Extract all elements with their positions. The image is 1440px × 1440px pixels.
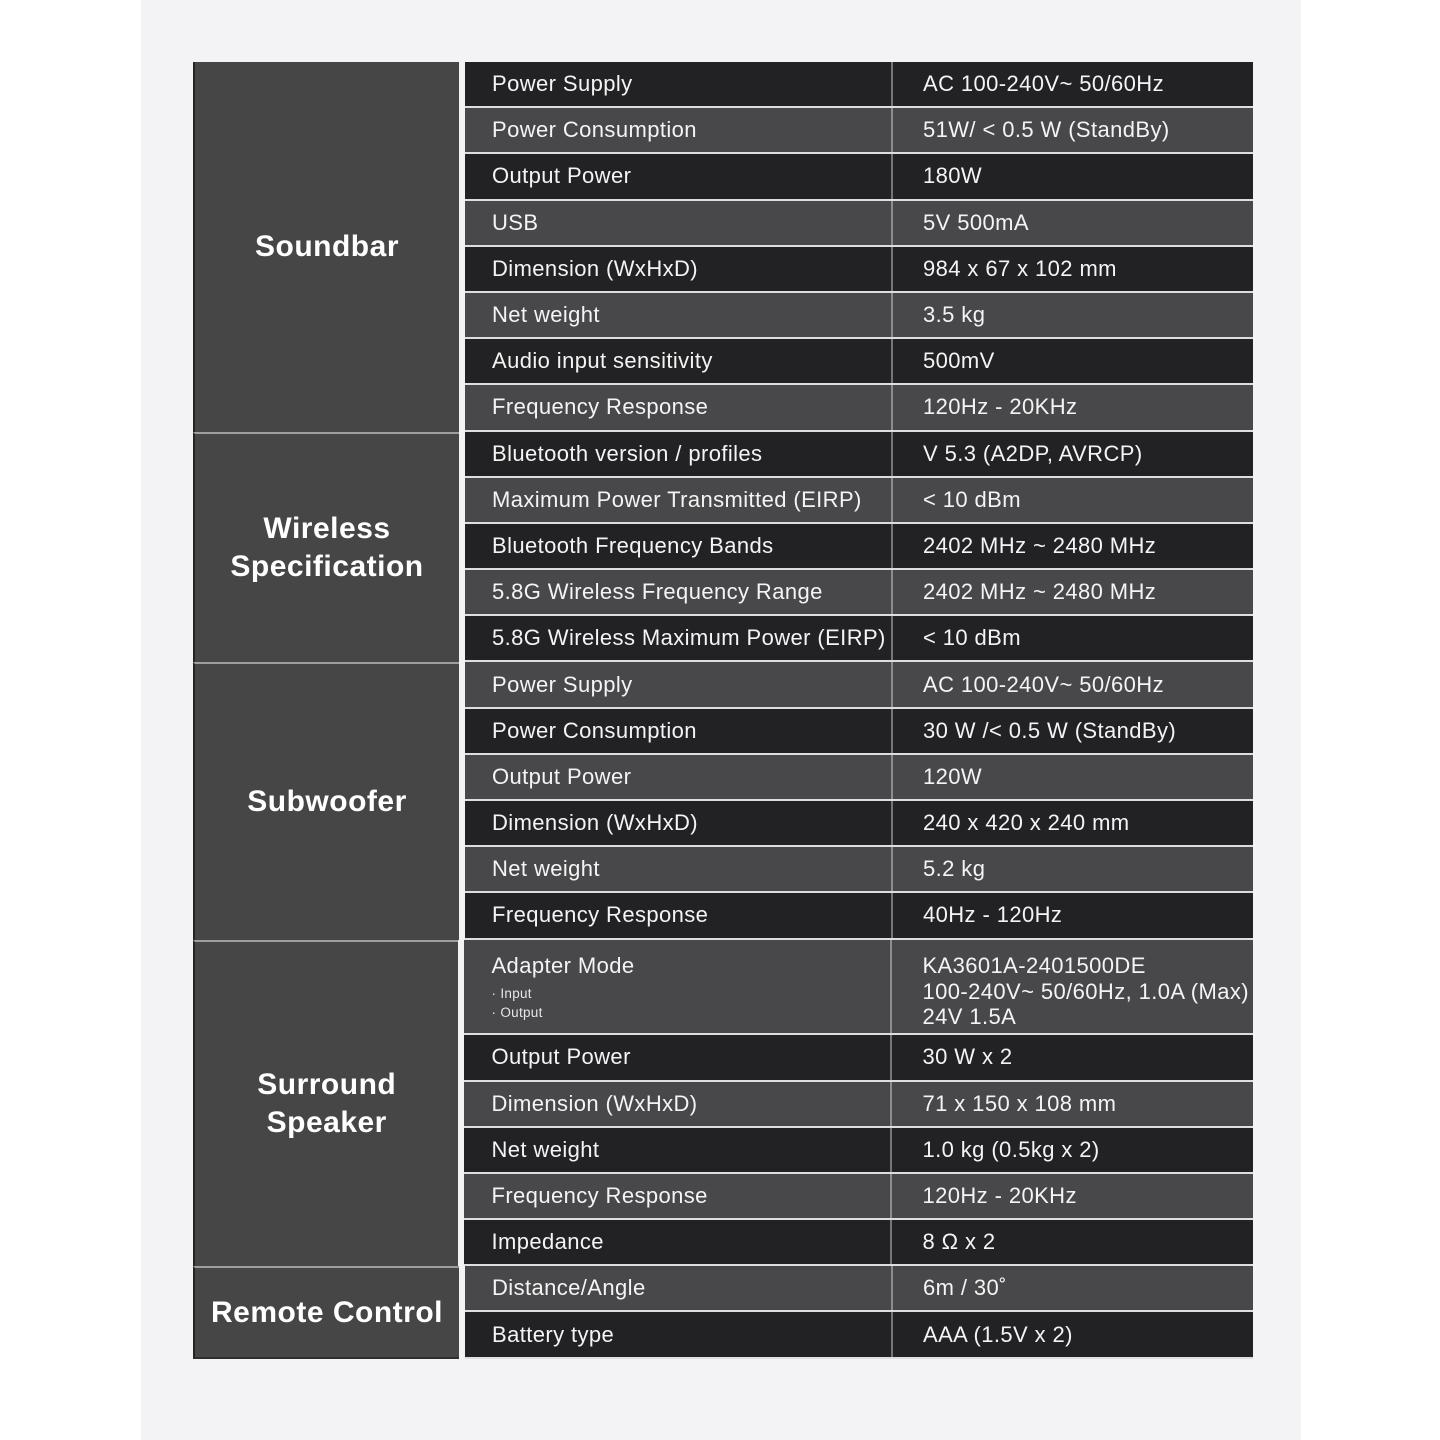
spec-sublabel: · Input	[491, 985, 532, 1001]
spec-value-cell	[890, 1174, 1253, 1218]
spec-label-cell	[465, 154, 891, 198]
spec-value: 500mV	[923, 348, 995, 374]
spec-row	[465, 247, 1253, 293]
spec-label: Maximum Power Transmitted (EIRP)	[492, 486, 862, 512]
spec-label: Net weight	[491, 1136, 600, 1162]
spec-value: 1.0 kg (0.5kg x 2)	[922, 1136, 1100, 1162]
section-title: Wireless Specification	[193, 432, 459, 663]
spec-value: KA3601A-2401500DE	[922, 952, 1146, 978]
spec-value-cell	[891, 847, 1253, 891]
section-title: Soundbar	[193, 62, 459, 432]
spec-value: 24V 1.5A	[922, 1004, 1017, 1030]
spec-value: 71 x 150 x 108 mm	[922, 1090, 1117, 1116]
spec-label-cell	[465, 1312, 891, 1356]
spec-row	[465, 570, 1253, 616]
spec-value-cell	[891, 893, 1253, 937]
spec-value: AC 100-240V~ 50/60Hz	[923, 71, 1164, 97]
spec-section-surround-speaker	[193, 940, 1253, 1267]
spec-row	[465, 524, 1253, 570]
spec-row	[464, 1220, 1253, 1266]
spec-row	[465, 755, 1253, 801]
spec-label-cell	[465, 293, 891, 337]
spec-label: Frequency Response	[492, 902, 709, 928]
spec-label: Dimension (WxHxD)	[492, 810, 699, 836]
spec-value-cell	[891, 339, 1253, 383]
spec-row	[465, 201, 1253, 247]
spec-label: USB	[492, 209, 539, 235]
spec-label-cell	[465, 339, 891, 383]
spec-value: 100-240V~ 50/60Hz, 1.0A (Max)	[922, 978, 1249, 1004]
spec-value-cell	[891, 1266, 1253, 1310]
spec-section-subwoofer	[193, 662, 1253, 939]
spec-label: Output Power	[492, 763, 632, 789]
spec-value-cell	[891, 293, 1253, 337]
spec-label-cell	[464, 1128, 890, 1172]
section-rows	[465, 1266, 1253, 1358]
spec-label-cell	[465, 662, 891, 706]
spec-label: Frequency Response	[491, 1183, 708, 1209]
spec-value: 240 x 420 x 240 mm	[923, 810, 1130, 836]
spec-row	[464, 1082, 1253, 1128]
section-title: Subwoofer	[193, 662, 459, 939]
spec-label-cell	[465, 62, 891, 106]
spec-value: 984 x 67 x 102 mm	[923, 255, 1117, 281]
spec-label-cell	[465, 201, 891, 245]
spec-row	[465, 293, 1253, 339]
spec-value: AAA (1.5V x 2)	[923, 1321, 1073, 1347]
spec-table	[193, 62, 1253, 1359]
spec-sublabels	[491, 984, 884, 1023]
spec-value: V 5.3 (A2DP, AVRCP)	[923, 440, 1143, 466]
spec-label: Bluetooth version / profiles	[492, 440, 763, 466]
spec-label-cell	[464, 1174, 890, 1218]
spec-value-cell	[891, 801, 1253, 845]
spec-value: 120Hz - 20KHz	[922, 1183, 1077, 1209]
spec-label: Frequency Response	[492, 394, 709, 420]
spec-label: Adapter Mode	[491, 952, 635, 978]
spec-value-cell	[891, 662, 1253, 706]
spec-label: Power Consumption	[492, 717, 697, 743]
spec-label-cell	[465, 709, 891, 753]
section-rows	[465, 62, 1253, 432]
spec-row	[465, 847, 1253, 893]
spec-value-cell	[891, 616, 1253, 660]
spec-value-cell	[891, 1312, 1253, 1356]
spec-label: Dimension (WxHxD)	[492, 255, 699, 281]
spec-row	[464, 940, 1253, 1036]
spec-value: 2402 MHz ~ 2480 MHz	[923, 532, 1157, 558]
spec-label: Power Supply	[492, 671, 633, 697]
spec-value: AC 100-240V~ 50/60Hz	[923, 671, 1164, 697]
spec-section-soundbar	[193, 62, 1253, 432]
spec-row	[465, 154, 1253, 200]
spec-label-cell	[465, 247, 891, 291]
spec-row	[464, 1035, 1253, 1081]
spec-label-cell	[465, 1266, 891, 1310]
spec-row	[465, 62, 1253, 108]
spec-value: 120Hz - 20KHz	[923, 394, 1078, 420]
spec-row	[465, 709, 1253, 755]
spec-label: Output Power	[491, 1044, 631, 1070]
spec-value: 5V 500mA	[923, 209, 1029, 235]
spec-row	[465, 616, 1253, 662]
spec-value: 30 W /< 0.5 W (StandBy)	[923, 717, 1177, 743]
spec-value-cell	[891, 524, 1253, 568]
spec-value: 51W/ < 0.5 W (StandBy)	[923, 117, 1170, 143]
spec-label: Impedance	[491, 1229, 604, 1255]
spec-value-cell	[890, 1220, 1253, 1264]
spec-label-cell	[464, 1220, 890, 1264]
spec-value: < 10 dBm	[923, 625, 1021, 651]
spec-label-cell	[465, 801, 891, 845]
spec-label-cell	[465, 893, 891, 937]
spec-row	[465, 339, 1253, 385]
spec-label-cell	[465, 570, 891, 614]
spec-value-cell	[891, 201, 1253, 245]
section-rows	[464, 940, 1253, 1267]
spec-label-cell	[465, 847, 891, 891]
spec-value: 5.2 kg	[923, 856, 986, 882]
spec-label: Bluetooth Frequency Bands	[492, 532, 774, 558]
spec-label: Battery type	[492, 1321, 615, 1347]
spec-row	[465, 432, 1253, 478]
spec-row	[465, 893, 1253, 939]
spec-label-cell	[465, 755, 891, 799]
spec-label-cell	[465, 524, 891, 568]
spec-label-cell	[464, 1035, 890, 1079]
spec-value-cell	[891, 755, 1253, 799]
spec-value: 3.5 kg	[923, 302, 986, 328]
spec-label: Net weight	[492, 302, 600, 328]
section-title: Remote Control	[193, 1266, 459, 1358]
spec-row	[465, 1312, 1253, 1358]
spec-label-cell	[465, 616, 891, 660]
spec-label: Net weight	[492, 856, 600, 882]
section-title: Surround Speaker	[193, 940, 458, 1267]
spec-value-cell	[891, 478, 1253, 522]
spec-label-cell	[464, 940, 890, 1034]
spec-row	[465, 478, 1253, 524]
spec-label: 5.8G Wireless Frequency Range	[492, 579, 823, 605]
spec-row	[464, 1174, 1253, 1220]
spec-row	[465, 662, 1253, 708]
spec-label: Output Power	[492, 163, 632, 189]
spec-value-cell	[891, 108, 1253, 152]
spec-row	[465, 801, 1253, 847]
spec-section-remote-control	[193, 1266, 1253, 1358]
spec-value-cell	[891, 385, 1253, 429]
spec-value-cell	[890, 1128, 1253, 1172]
spec-label: Dimension (WxHxD)	[491, 1090, 698, 1116]
spec-label-cell	[465, 385, 891, 429]
spec-label: 5.8G Wireless Maximum Power (EIRP)	[492, 625, 886, 651]
spec-label: Power Supply	[492, 71, 633, 97]
spec-value: 180W	[923, 163, 983, 189]
spec-value-cell	[891, 154, 1253, 198]
spec-value-cell	[891, 709, 1253, 753]
section-rows	[465, 662, 1253, 939]
spec-value: 8 Ω x 2	[922, 1229, 996, 1255]
spec-value: < 10 dBm	[923, 486, 1021, 512]
spec-label: Power Consumption	[492, 117, 697, 143]
spec-value-cell	[890, 1035, 1253, 1079]
spec-value: 30 W x 2	[922, 1044, 1013, 1070]
spec-row	[465, 385, 1253, 431]
spec-value: 2402 MHz ~ 2480 MHz	[923, 579, 1157, 605]
spec-value: 6m / 30˚	[923, 1275, 1007, 1301]
spec-value-cell	[891, 570, 1253, 614]
spec-label: Audio input sensitivity	[492, 348, 713, 374]
spec-sublabel: · Output	[491, 1005, 543, 1021]
spec-label-cell	[465, 478, 891, 522]
spec-value-cell	[890, 1082, 1253, 1126]
spec-value: 120W	[923, 763, 983, 789]
spec-value-cell	[891, 247, 1253, 291]
spec-value-cell	[891, 432, 1253, 476]
spec-row	[465, 1266, 1253, 1312]
section-rows	[465, 432, 1253, 663]
spec-row	[464, 1128, 1253, 1174]
spec-label-cell	[464, 1082, 890, 1126]
spec-label-cell	[465, 432, 891, 476]
spec-label-cell	[465, 108, 891, 152]
spec-label: Distance/Angle	[492, 1275, 646, 1301]
spec-value: 40Hz - 120Hz	[923, 902, 1063, 928]
spec-value-cell	[891, 62, 1253, 106]
spec-section-wireless-specification	[193, 432, 1253, 663]
spec-value-cell	[890, 940, 1253, 1034]
spec-row	[465, 108, 1253, 154]
